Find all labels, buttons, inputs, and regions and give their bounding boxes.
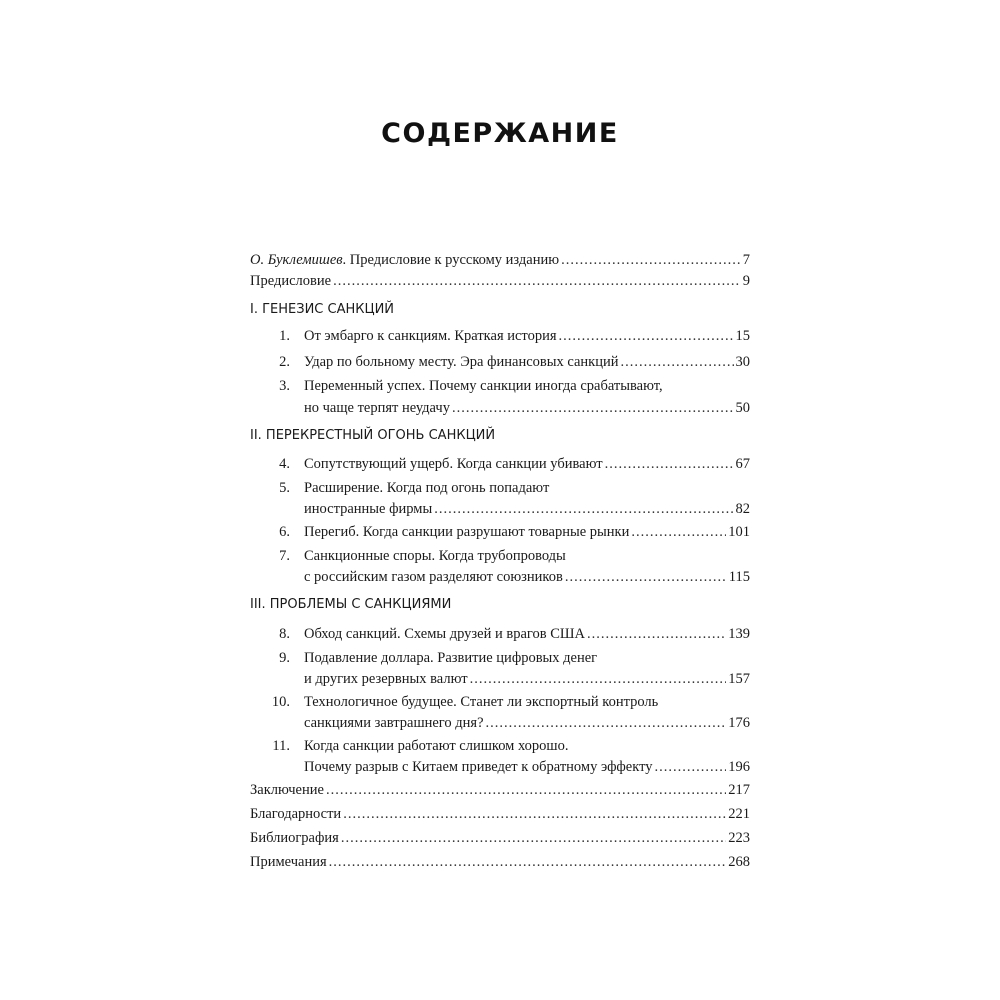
page-number: 50 [735, 400, 750, 416]
leader-dots [565, 567, 727, 587]
entry-title: Библиография [250, 830, 339, 846]
leader-dots [621, 352, 734, 372]
leader-dots [655, 757, 727, 777]
chapter-number: 7. [279, 548, 290, 564]
chapter-number: 10. [271, 694, 290, 710]
toc-entry-bibliography[interactable] [250, 828, 750, 848]
leader-dots [329, 852, 727, 872]
toc-entry-foreword[interactable] [250, 271, 750, 291]
chapter-title-line-2: санкциями завтрашнего дня? [304, 715, 484, 731]
leader-dots [452, 398, 734, 418]
chapter-title-line-2: с российским газом разделяют союзников [304, 569, 563, 585]
toc-entry-foreword-russian[interactable] [250, 250, 750, 270]
chapter-title: Сопутствующий ущерб. Когда санкции убивают [304, 456, 603, 472]
page-number: 7 [742, 252, 750, 268]
page-title: СОДЕРЖАНИЕ [381, 118, 619, 149]
toc-chapter-10[interactable] [250, 692, 750, 736]
toc-chapter-9[interactable] [250, 648, 750, 692]
chapter-number: 4. [279, 456, 290, 472]
leader-dots [605, 454, 734, 474]
page-number: 15 [735, 328, 750, 344]
entry-title: Заключение [250, 782, 324, 798]
chapter-title-line-1: Санкционные споры. Когда трубопроводы [304, 548, 566, 564]
part-heading-2[interactable]: II. ПЕРЕКРЕСТНЫЙ ОГОНЬ САНКЦИЙ [250, 428, 496, 443]
chapter-title-line-2: и других резервных валют [304, 671, 468, 687]
chapter-title: От эмбарго к санкциям. Краткая история [304, 328, 557, 344]
toc-chapter-7[interactable] [250, 546, 750, 590]
chapter-title-line-2: но чаще терпят неудачу [304, 400, 450, 416]
page-number: 221 [728, 806, 750, 822]
chapter-number: 8. [279, 626, 290, 642]
leader-dots [333, 271, 741, 291]
toc-entry-conclusion[interactable] [250, 780, 750, 800]
chapter-title-line-1: Когда санкции работают слишком хорошо. [304, 738, 569, 754]
page-number: 82 [735, 501, 750, 517]
chapter-title: Обход санкций. Схемы друзей и врагов США [304, 626, 585, 642]
chapter-number: 9. [279, 650, 290, 666]
page-number: 139 [728, 626, 750, 642]
page-number: 67 [735, 456, 750, 472]
entry-title: . Предисловие к русскому изданию [342, 252, 560, 268]
page-number: 217 [728, 782, 750, 798]
entry-title: Благодарности [250, 806, 342, 822]
page-number: 176 [728, 715, 750, 731]
leader-dots [486, 713, 727, 733]
leader-dots [561, 250, 741, 270]
chapter-number: 6. [279, 524, 290, 540]
page-number: 9 [742, 273, 750, 289]
chapter-title-line-1: Подавление доллара. Развитие цифровых денег [304, 650, 598, 666]
chapter-number: 1. [279, 328, 290, 344]
page-number: 223 [728, 830, 750, 846]
chapter-number: 3. [279, 378, 290, 394]
toc-chapter-11[interactable] [250, 736, 750, 780]
leader-dots [470, 669, 727, 689]
chapter-title-line-1: Переменный успех. Почему санкции иногда срабатывают, [304, 378, 663, 394]
chapter-title: Перегиб. Когда санкции разрушают товарные рынки [304, 524, 630, 540]
chapter-number: 11. [272, 738, 290, 754]
leader-dots [559, 326, 734, 346]
chapter-number: 5. [279, 480, 290, 496]
toc-chapter-5[interactable] [250, 478, 750, 522]
toc-chapter-3[interactable] [250, 376, 750, 420]
author-name: О. Буклемишев [250, 252, 343, 268]
leader-dots [631, 522, 726, 542]
leader-dots [434, 499, 733, 519]
toc-entry-notes[interactable] [250, 852, 750, 872]
page-number: 196 [728, 759, 750, 775]
leader-dots [341, 828, 726, 848]
chapter-title: Удар по больному месту. Эра финансовых санкций [304, 354, 619, 370]
chapter-title-line-1: Расширение. Когда под огонь попадают [304, 480, 550, 496]
page-number: 157 [728, 671, 750, 687]
part-heading-3[interactable]: III. ПРОБЛЕМЫ С САНКЦИЯМИ [250, 597, 452, 612]
leader-dots [326, 780, 726, 800]
page-number: 115 [728, 569, 750, 585]
leader-dots [587, 624, 726, 644]
chapter-title-line-1: Технологичное будущее. Станет ли экспортный контроль [304, 694, 659, 710]
entry-title: Примечания [250, 854, 327, 870]
toc-entry-acknowledgements[interactable] [250, 804, 750, 824]
chapter-number: 2. [279, 354, 290, 370]
entry-title: Предисловие [250, 273, 332, 289]
page-number: 101 [728, 524, 750, 540]
chapter-title-line-2: иностранные фирмы [304, 501, 433, 517]
page-number: 30 [735, 354, 750, 370]
leader-dots [343, 804, 726, 824]
part-heading-1[interactable]: I. ГЕНЕЗИС САНКЦИЙ [250, 302, 395, 317]
chapter-title-line-2: Почему разрыв с Китаем приведет к обратному эффекту [304, 759, 653, 775]
page-number: 268 [728, 854, 750, 870]
